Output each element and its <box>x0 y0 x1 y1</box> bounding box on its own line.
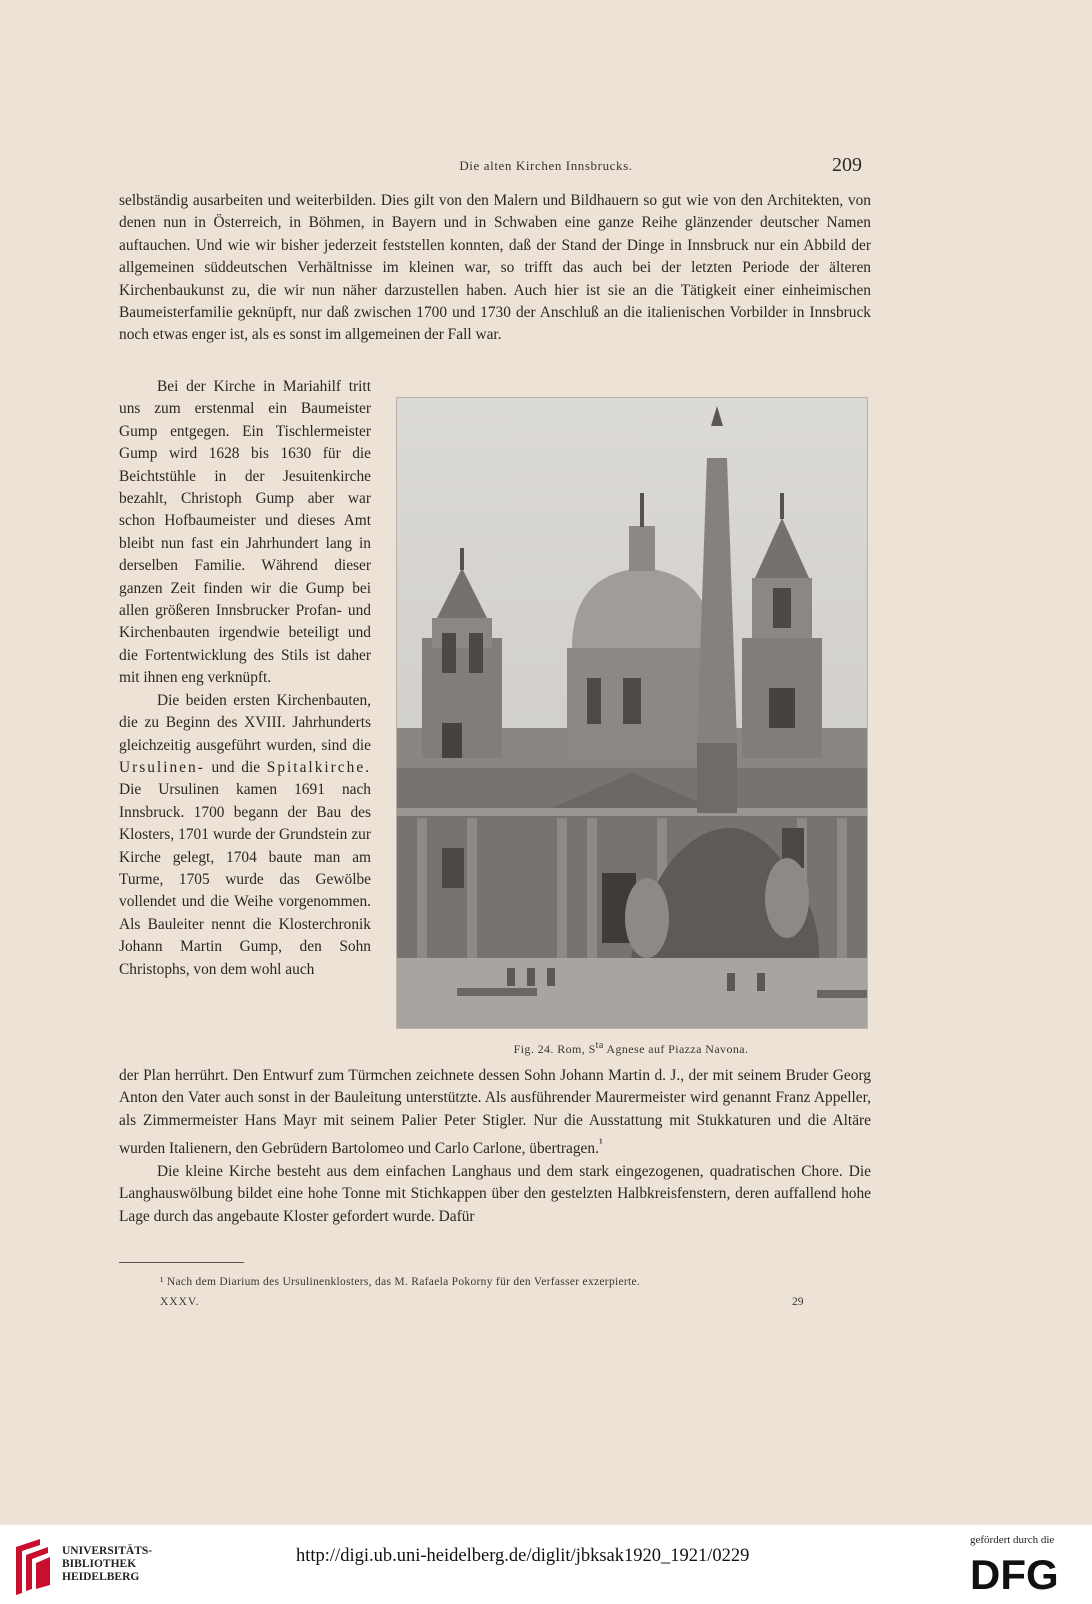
signature-sheet: 29 <box>792 1296 804 1308</box>
window <box>442 848 464 888</box>
bollard <box>527 968 535 986</box>
figure-caption <box>396 1040 866 1057</box>
right-cross <box>780 493 784 519</box>
paragraph-3-and: und die <box>211 758 261 776</box>
column <box>587 818 597 958</box>
running-title: Die alten Kirchen Innsbrucks. <box>459 158 633 173</box>
church-photograph <box>396 397 868 1029</box>
body-paragraph-4: Die kleine Kirche besteht aus dem einfachen Langhaus und dem stark eingezogenen, quadratischen Chore. Die Langhauswölbung bildet eine hohe Tonne mit Stichkappen über den gestelzten Halbkreisfenstern, deren auffallend hohe Lage durch das angebaute Kloster gefordert wurde. Dafür <box>119 1162 871 1225</box>
cornice <box>397 808 867 816</box>
dfg-logo-text: DFG <box>970 1551 1059 1595</box>
sculpture-figure <box>625 878 669 958</box>
body-paragraph-3-continued <box>119 1065 871 1161</box>
bollard <box>547 968 555 986</box>
window <box>587 678 601 724</box>
bollard <box>757 973 765 991</box>
permalink-url[interactable]: http://digi.ub.uni-heidelberg.de/diglit/jbksak1920_1921/0229 <box>296 1546 750 1566</box>
bollard <box>727 973 735 991</box>
window <box>623 678 641 724</box>
body-paragraph-3 <box>119 690 371 981</box>
window <box>442 633 456 673</box>
paragraph-3-start: Die beiden ersten Kirchenbauten, die zu Beginn des XVIII. Jahrhunderts gleichzeitig ausgeführt wurden, sind die <box>119 691 371 754</box>
page-number: 209 <box>832 154 862 176</box>
caption-suffix: Agnese auf Piazza Navona. <box>603 1042 749 1056</box>
side-column <box>119 376 371 981</box>
window <box>469 633 483 673</box>
library-line-3: HEIDELBERG <box>62 1571 140 1583</box>
lantern <box>629 526 655 571</box>
window <box>773 588 791 628</box>
bench <box>457 988 537 996</box>
dfg-logo <box>970 1551 1078 1595</box>
column <box>417 818 427 958</box>
window <box>442 723 462 758</box>
body-paragraph-2: Bei der Kirche in Mariahilf tritt uns zum erstenmal ein Baumeister Gump entgegen. Ein Tischlermeister Gump wird 1628 bis 1630 für die Beichtstühle in der Jesuitenkirche bezahlt, Christoph Gump aber war schon Hofbaumeister und dieses Amt bleibt nun fast ein Jahrhundert lang in derselben Familie. Während dieser ganzen Zeit finden wir die Gump bei allen größeren Innsbrucker Profan- und Kirchenbauten irgendwie beteiligt und die Fortentwicklung des Stils ist daher mit ihnen eng verknüpft. <box>119 378 371 687</box>
bollard <box>507 968 515 986</box>
footnote-rule <box>119 1262 244 1263</box>
column <box>467 818 477 958</box>
paragraph-3-rest: Die Ursulinen kamen 1691 nach Innsbruck. 1700 begann der Bau des Klosters, 1701 wurde der Grundstein zur Kirche gelegt, 1704 baute man am Turme, 1705 wurde das Gewölbe vollendet und die Weihe vorgenommen. Als Bauleiter nennt die Klosterchronik Johann Martin Gump, den Sohn Christophs, von dem wohl auch <box>119 781 371 978</box>
church-illustration <box>397 398 867 1028</box>
body-paragraph-1: selbständig ausarbeiten und weiterbilden. Dies gilt von den Malern und Bildhauern so gut wie von den Architekten, von denen nun in Österreich, in Böhmen, in Bayern und in Schwaben eine ganze Reihe glänzender deutscher Namen auftauchen. Und wie wir bisher jederzeit feststellen konnten, daß der Stand der Dinge in Innsbruck nur ein Abbild der allgemeinen süddeutschen Verhältnisse im kleinen war, so trifft das auch bei der letzten Periode der älteren Kirchenbaukunst zu, die wir nun näher darzustellen haben. Auch hier ist sie an die Tätigkeit einer einheimischen Baumeisterfamilie geknüpft, nur daß zwischen 1700 und 1730 der Anschluß an die italienischen Vorbilder in Innsbruck noch etwas enger ist, als es sonst im allgemeinen der Fall war. <box>119 192 871 344</box>
footnote-marker: ¹ <box>598 1136 603 1151</box>
window <box>769 688 795 728</box>
spital-term: Spitalkirche. <box>266 758 371 776</box>
library-logo-icon <box>10 1537 54 1597</box>
obelisk-base <box>697 743 737 813</box>
library-line-1: UNIVERSITÄTS- <box>62 1545 153 1557</box>
column <box>837 818 847 958</box>
column <box>557 818 567 958</box>
funding-note: gefördert durch die <box>970 1534 1055 1546</box>
dome-cross <box>640 493 644 527</box>
paragraph-3-continued-text: der Plan herrührt. Den Entwurf zum Türmchen zeichnete dessen Sohn Johann Martin d. J., der mit seinem Bruder Georg Anton den Vater auch sonst in der Bauleitung unterstützte. Als ausführender Maurermeister wird genannt Franz Appeller, als Zimmermeister Hans Mayr mit seinem Palier Peter Stigler. Nur die Ausstattung mit Stukkaturen und die Altäre wurden Italienern, den Gebrüdern Bartolomeo und Carlo Carlone, übertragen. <box>119 1067 871 1158</box>
ursulinen-term: Ursulinen- <box>119 758 205 776</box>
footnote: ¹ Nach dem Diarium des Ursulinenklosters, das M. Rafaela Pokorny für den Verfasser exzerpierte. <box>160 1276 641 1288</box>
library-line-2: BIBLIOTHEK <box>62 1558 137 1570</box>
lower-text <box>119 1065 871 1228</box>
caption-superscript: ta <box>595 1040 604 1051</box>
caption-prefix: Fig. 24. Rom, S <box>513 1042 596 1056</box>
sculpture-figure <box>765 858 809 938</box>
signature-volume: XXXV. <box>160 1296 200 1308</box>
library-name <box>62 1545 152 1584</box>
bench <box>817 990 867 998</box>
left-cross <box>460 548 464 570</box>
